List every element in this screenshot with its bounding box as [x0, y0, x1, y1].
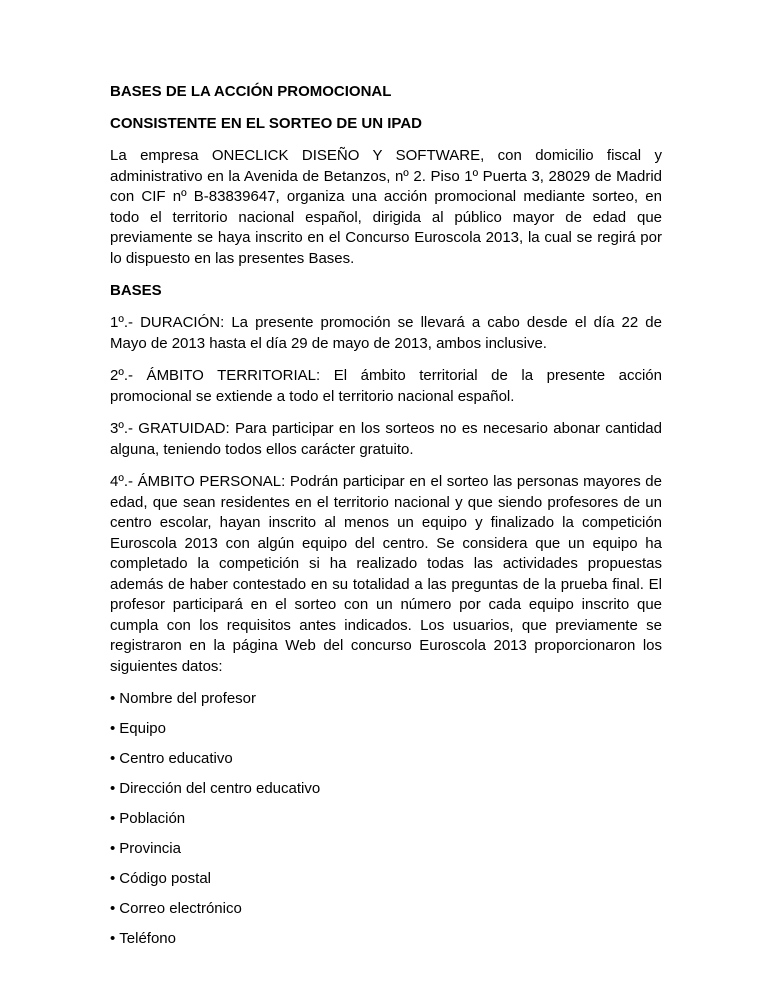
intro-paragraph: La empresa ONECLICK DISEÑO Y SOFTWARE, con domicilio fiscal y administrativo en la Avenida de Betanzos, nº 2. Piso 1º Puerta 3, 28029 de Madrid con CIF nº B-83839647, organiza una acción promocional mediante sorteo, en todo el territorio nacional español, dirigida al público mayor de edad que previamente se haya inscrito en el Concurso Euroscola 2013, la cual se regirá por lo dispuesto en las presentes Bases. — [110, 147, 662, 267]
list-item — [110, 689, 662, 709]
clause-gratuidad: 3º.- GRATUIDAD: Para participar en los sorteos no es necesario abonar cantidad alguna, teniendo todos ellos carácter gratuito. — [110, 420, 662, 458]
list-item — [110, 749, 662, 769]
list-item-label: Dirección del centro educativo — [119, 780, 321, 797]
bullet-icon: • — [110, 840, 116, 857]
list-item-label: Equipo — [119, 720, 166, 737]
list-item — [110, 929, 662, 949]
list-item — [110, 899, 662, 919]
document-title: BASES DE LA ACCIÓN PROMOCIONAL — [110, 83, 392, 100]
bullet-icon: • — [110, 870, 116, 887]
list-item-label: Nombre del profesor — [119, 690, 256, 707]
list-item — [110, 779, 662, 799]
list-item — [110, 719, 662, 739]
bullet-icon: • — [110, 690, 116, 707]
list-item-label: Provincia — [119, 840, 181, 857]
list-item — [110, 839, 662, 859]
list-item-label: Código postal — [119, 870, 211, 887]
list-item-label: Centro educativo — [119, 750, 233, 767]
data-fields-list — [110, 689, 662, 949]
list-item-label: Teléfono — [119, 930, 176, 947]
bullet-icon: • — [110, 930, 116, 947]
clause-ambito-territorial: 2º.- ÁMBITO TERRITORIAL: El ámbito territorial de la presente acción promocional se extiende a todo el territorio nacional español. — [110, 367, 662, 405]
bullet-icon: • — [110, 810, 116, 827]
bullet-icon: • — [110, 750, 116, 767]
list-item-label: Población — [119, 810, 186, 827]
list-item — [110, 869, 662, 889]
list-item-label: Correo electrónico — [119, 900, 242, 917]
document-subtitle: CONSISTENTE EN EL SORTEO DE UN IPAD — [110, 115, 422, 132]
list-item — [110, 809, 662, 829]
bullet-icon: • — [110, 780, 116, 797]
clause-duracion: 1º.- DURACIÓN: La presente promoción se llevará a cabo desde el día 22 de Mayo de 2013 hasta el día 29 de mayo de 2013, ambos inclusive. — [110, 314, 662, 352]
bases-heading: BASES — [110, 282, 162, 299]
clause-ambito-personal: 4º.- ÁMBITO PERSONAL: Podrán participar en el sorteo las personas mayores de edad, que sean residentes en el territorio nacional y que siendo profesores de un centro escolar, hayan inscrito al menos un equipo y finalizado la competición Euroscola 2013 con algún equipo del centro. Se considera que un equipo ha completado la competición si ha realizado todas las actividades propuestas además de haber contestado en su totalidad a las preguntas de la prueba final. El profesor participará en el sorteo con un número por cada equipo inscrito que cumpla con los requisitos antes indicados. Los usuarios, que previamente se registraron en la página Web del concurso Euroscola 2013 proporcionaron los siguientes datos: — [110, 473, 662, 675]
bullet-icon: • — [110, 900, 116, 917]
bullet-icon: • — [110, 720, 116, 737]
